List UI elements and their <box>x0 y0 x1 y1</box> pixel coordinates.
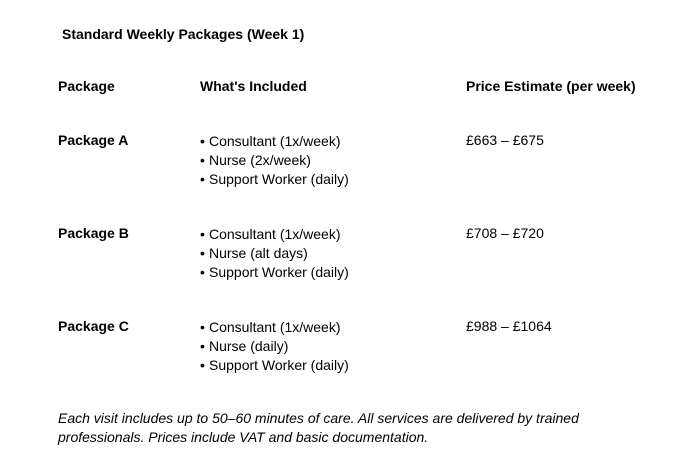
bullet-icon: • <box>200 245 205 261</box>
list-item: • Nurse (2x/week) <box>200 152 311 168</box>
included-list <box>200 318 349 375</box>
header-included: What's Included <box>200 78 307 94</box>
list-item: • Nurse (alt days) <box>200 245 308 261</box>
bullet-icon: • <box>200 152 205 168</box>
table-row-package-b <box>0 225 699 285</box>
list-item: • Consultant (1x/week) <box>200 226 341 242</box>
bullet-icon: • <box>200 338 205 354</box>
bullet-icon: • <box>200 264 205 280</box>
bullet-icon: • <box>200 319 205 335</box>
list-item: • Consultant (1x/week) <box>200 133 341 149</box>
price-estimate: £708 – £720 <box>466 225 544 241</box>
price-estimate: £663 – £675 <box>466 132 544 148</box>
list-item: • Support Worker (daily) <box>200 357 349 373</box>
included-list <box>200 132 349 189</box>
list-item: • Nurse (daily) <box>200 338 289 354</box>
bullet-icon: • <box>200 133 205 149</box>
price-estimate: £988 – £1064 <box>466 318 552 334</box>
package-name: Package C <box>58 318 129 334</box>
bullet-icon: • <box>200 171 205 187</box>
table-row-package-c <box>0 318 699 378</box>
header-price: Price Estimate (per week) <box>466 78 636 94</box>
list-item: • Support Worker (daily) <box>200 171 349 187</box>
table-row-package-a <box>0 132 699 192</box>
list-item: • Consultant (1x/week) <box>200 319 341 335</box>
list-item: • Support Worker (daily) <box>200 264 349 280</box>
bullet-icon: • <box>200 357 205 373</box>
header-package: Package <box>58 78 115 94</box>
included-list <box>200 225 349 282</box>
package-name: Package A <box>58 132 129 148</box>
footnote: Each visit includes up to 50–60 minutes of care. All services are delivered by trained professionals. Prices include VAT and basic documentation. <box>58 410 579 445</box>
bullet-icon: • <box>200 226 205 242</box>
table-header <box>0 78 699 98</box>
page-title: Standard Weekly Packages (Week 1) <box>62 26 305 42</box>
package-name: Package B <box>58 225 129 241</box>
